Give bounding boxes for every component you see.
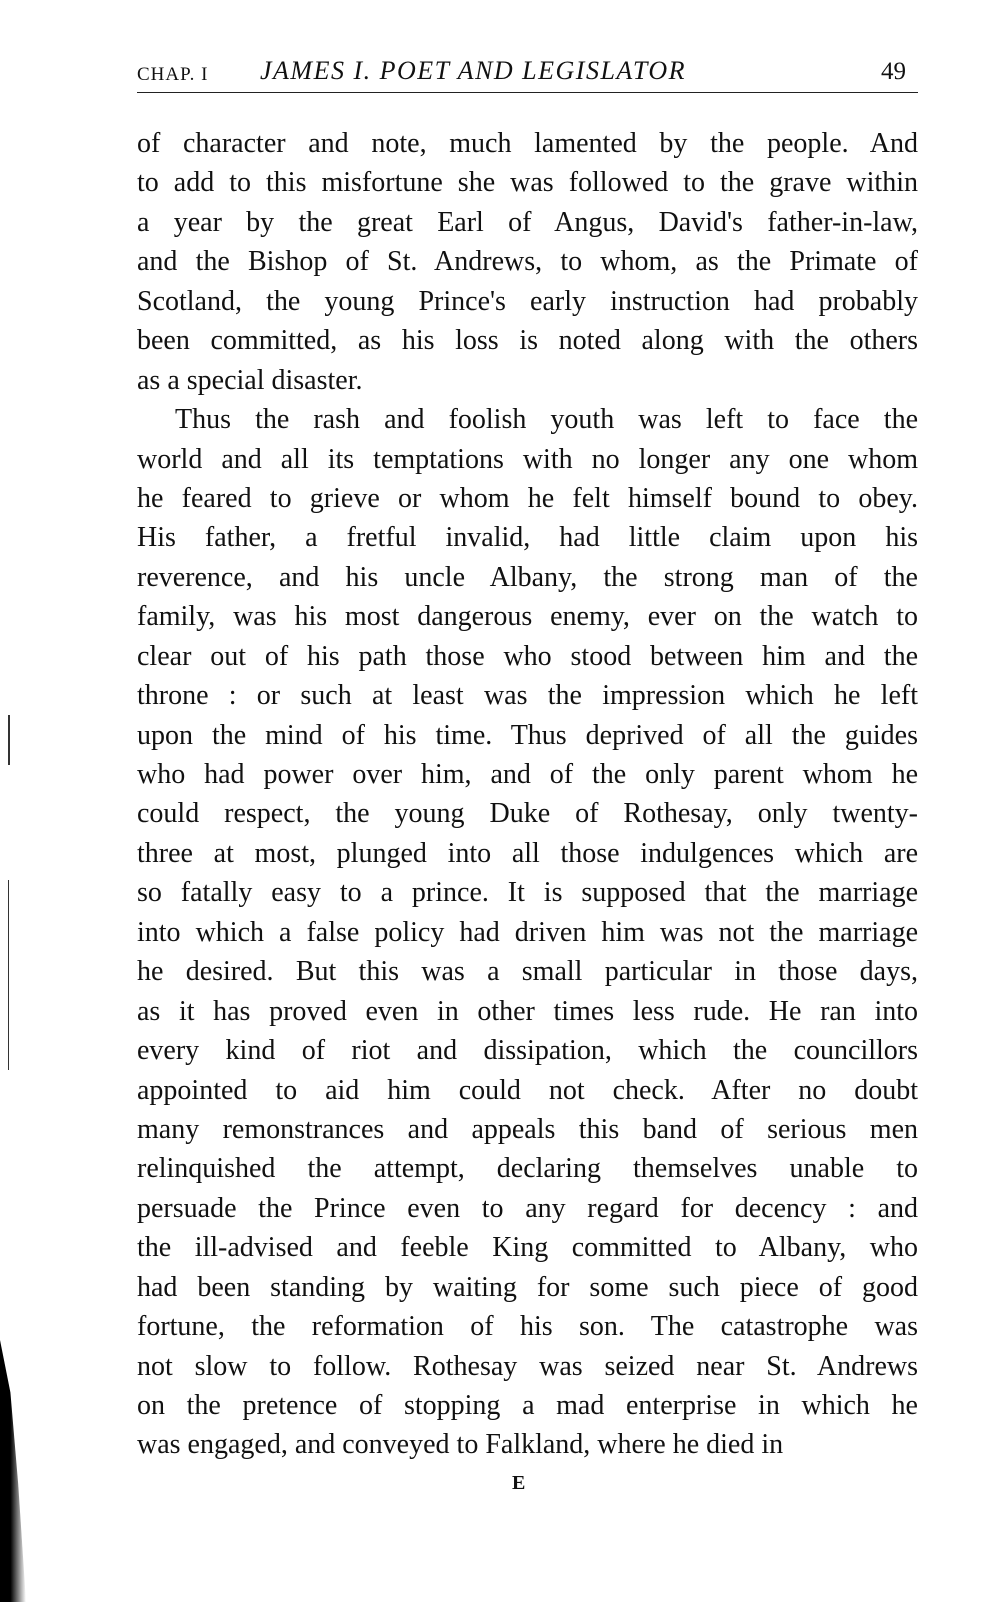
text-line: who had power over him, and of the only parent whom he [137, 759, 918, 790]
scan-margin-mark [8, 715, 10, 765]
text-line: family, was his most dangerous enemy, ever on the watch to [137, 601, 918, 633]
running-header [137, 56, 918, 93]
text-line: as a special disaster. [137, 364, 363, 396]
text-line: His father, a fretful invalid, had little claim upon his [137, 522, 918, 554]
text-line: upon the mind of his time. Thus deprived of all the guides [137, 719, 918, 751]
text-line: he feared to grieve or whom he felt himself bound to obey. [137, 482, 918, 514]
text-line: appointed to aid him could not check. After no doubt [137, 1074, 918, 1106]
text-line: a year by the great Earl of Angus, David's father-in-law, [137, 206, 918, 238]
text-line: and the Bishop of St. Andrews, to whom, as the Primate of [137, 246, 918, 278]
text-line: clear out of his path those who stood between him and the [137, 640, 918, 672]
text-line: to add to this misfortune she was followed to the grave within [137, 167, 918, 199]
text-line: many remonstrances and appeals this band of serious men [137, 1113, 918, 1145]
text-line: Thus the rash and foolish youth was left to face the [175, 404, 918, 436]
scan-page-edge-shadow [0, 1340, 26, 1602]
text-line: on the pretence of stopping a mad enterprise in which he [137, 1390, 918, 1421]
text-line: not slow to follow. Rothesay was seized near St. Andrews [137, 1350, 918, 1382]
text-line: world and all its temptations with no longer any one whom [137, 443, 918, 475]
text-line: into which a false policy had driven him was not the marriage [137, 916, 918, 948]
text-line: throne : or such at least was the impression which he left [137, 680, 918, 712]
text-line: of character and note, much lamented by the people. And [137, 128, 918, 159]
text-line: fortune, the reformation of his son. The catastrophe was [137, 1311, 918, 1343]
text-line: every kind of riot and dissipation, which the councillors [137, 1035, 918, 1067]
chapter-label: CHAP. I [137, 64, 209, 85]
text-line: the ill-advised and feeble King committed to Albany, who [137, 1232, 918, 1264]
scan-margin-mark [8, 880, 9, 1070]
text-line: he desired. But this was a small particular in those days, [137, 956, 918, 988]
text-line: reverence, and his uncle Albany, the strong man of the [137, 561, 918, 593]
text-line: so fatally easy to a prince. It is supposed that the marriage [137, 877, 918, 909]
text-line: Scotland, the young Prince's early instruction had probably [137, 285, 918, 317]
text-line: had been standing by waiting for some such piece of good [137, 1271, 918, 1303]
text-line: was engaged, and conveyed to Falkland, where he died in [137, 1429, 784, 1461]
text-line: three at most, plunged into all those indulgences which are [137, 837, 918, 869]
page-number: 49 [881, 58, 906, 85]
page-body-text [137, 124, 918, 1465]
text-line: could respect, the young Duke of Rothesay, only twenty- [137, 798, 918, 830]
text-line: as it has proved even in other times less rude. He ran into [137, 995, 918, 1027]
text-line: persuade the Prince even to any regard for decency : and [137, 1192, 918, 1224]
text-line: relinquished the attempt, declaring themselves unable to [137, 1153, 918, 1185]
text-line: been committed, as his loss is noted along with the others [137, 325, 918, 357]
signature-mark: E [512, 1472, 526, 1494]
running-title: JAMES I. POET AND LEGISLATOR [260, 56, 686, 85]
